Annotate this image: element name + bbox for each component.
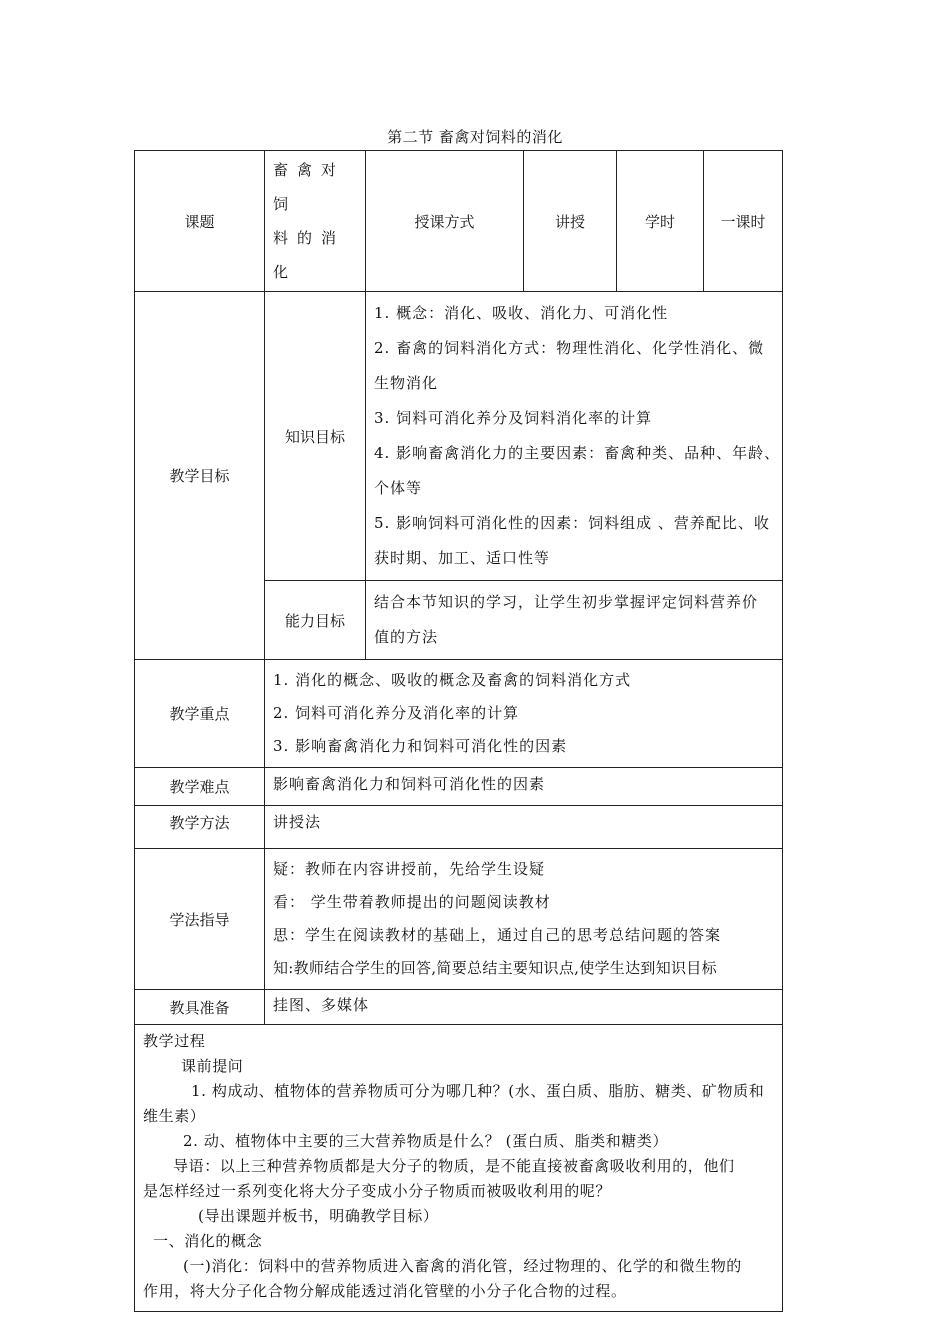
objectives-label: 教学目标: [135, 292, 265, 660]
teaching-method-value: [265, 806, 783, 849]
method-label: 授课方式: [366, 151, 524, 292]
knowledge-line: 生物消化: [374, 374, 439, 392]
process-content: [135, 1025, 783, 1312]
ability-line: 值的方法: [374, 628, 439, 646]
page-title: 第二节 畜禽对饲料的消化: [387, 128, 563, 146]
process-paragraph: 是怎样经过一系列变化将大分子变成小分子物质而被吸收利用的呢？: [143, 1182, 612, 1200]
study-guide-line: 知:教师结合学生的回答,简要总结主要知识点,使学生达到知识目标: [273, 959, 717, 977]
study-guide-line: 看： 学生带着教师提出的问题阅读教材: [273, 893, 551, 911]
ability-content: [366, 581, 783, 660]
method-value: 讲授: [524, 151, 617, 292]
topic-label: 课题: [135, 151, 265, 292]
teaching-method-text: 讲授法: [273, 813, 322, 831]
process-paragraph: (一)消化：饲料中的营养物质进入畜禽的消化管，经过物理的、化学的和微生物的: [183, 1257, 742, 1275]
key-points-row: [135, 660, 783, 768]
process-paragraph: 2. 动、植物体中主要的三大营养物质是什么？ (蛋白质、脂类和糖类）: [183, 1132, 669, 1150]
process-row: [135, 1025, 783, 1312]
knowledge-line: 2. 畜禽的饲料消化方式：物理性消化、化学性消化、微: [374, 339, 765, 357]
difficulty-row: [135, 768, 783, 806]
topic-value: [265, 151, 366, 292]
method-row: [135, 806, 783, 849]
knowledge-line: 4. 影响畜禽消化力的主要因素：畜禽种类、品种、年龄、: [374, 444, 781, 462]
teaching-method-label: 教学方法: [135, 806, 265, 849]
key-point-line: 3. 影响畜禽消化力和饲料可消化性的因素: [273, 737, 568, 755]
knowledge-label: 知识目标: [265, 292, 366, 581]
hours-value: 一课时: [704, 151, 783, 292]
study-guide-line: 思：学生在阅读教材的基础上，通过自己的思考总结问题的答案: [273, 926, 722, 944]
knowledge-line: 1. 概念：消化、吸收、消化力、可消化性: [374, 304, 669, 322]
lesson-plan-table: [134, 150, 783, 1312]
process-paragraph: 维生素）: [143, 1107, 206, 1125]
study-guide-row: [135, 849, 783, 990]
process-paragraph: 导语：以上三种营养物质都是大分子的物质，是不能直接被畜禽吸收利用的，他们: [173, 1157, 735, 1175]
difficulty-label: 教学难点: [135, 768, 265, 806]
tools-text: 挂图、多媒体: [273, 996, 370, 1014]
difficulty-value: [265, 768, 783, 806]
header-row: [135, 151, 783, 292]
process-paragraph: 课前提问: [181, 1057, 244, 1075]
process-paragraph: 作用，将大分子化合物分解成能透过消化管壁的小分子化合物的过程。: [143, 1282, 627, 1300]
knowledge-line: 3. 饲料可消化养分及饲料消化率的计算: [374, 409, 653, 427]
hours-label: 学时: [617, 151, 704, 292]
knowledge-content: [366, 292, 783, 581]
tools-value: [265, 990, 783, 1025]
process-paragraph: 1. 构成动、植物体的营养物质可分为哪几种？(水、蛋白质、脂肪、糖类、矿物质和: [191, 1082, 765, 1100]
study-guide-label: 学法指导: [135, 849, 265, 990]
topic-value-line1: 畜禽对饲: [273, 161, 346, 213]
knowledge-line: 获时期、加工、适口性等: [374, 549, 551, 567]
process-heading: 教学过程: [143, 1032, 206, 1050]
key-points-content: [265, 660, 783, 768]
process-section-heading: 一、消化的概念: [153, 1232, 263, 1250]
topic-value-line2: 料的消化: [273, 229, 346, 281]
difficulty-text: 影响畜禽消化力和饲料可消化性的因素: [273, 775, 546, 793]
study-guide-line: 疑：教师在内容讲授前，先给学生设疑: [273, 860, 546, 878]
knowledge-line: 5. 影响饲料可消化性的因素：饲料组成 、营养配比、收: [374, 514, 770, 532]
study-guide-content: [265, 849, 783, 990]
ability-label: 能力目标: [265, 581, 366, 660]
ability-line: 结合本节知识的学习，让学生初步掌握评定饲料营养价: [374, 593, 759, 611]
process-paragraph: (导出课题并板书，明确教学目标）: [198, 1207, 439, 1225]
knowledge-line: 个体等: [374, 479, 423, 497]
key-points-label: 教学重点: [135, 660, 265, 768]
tools-label: 教具准备: [135, 990, 265, 1025]
knowledge-row: [135, 292, 783, 581]
key-point-line: 1. 消化的概念、吸收的概念及畜禽的饲料消化方式: [273, 671, 632, 689]
key-point-line: 2. 饲料可消化养分及消化率的计算: [273, 704, 520, 722]
tools-row: [135, 990, 783, 1025]
